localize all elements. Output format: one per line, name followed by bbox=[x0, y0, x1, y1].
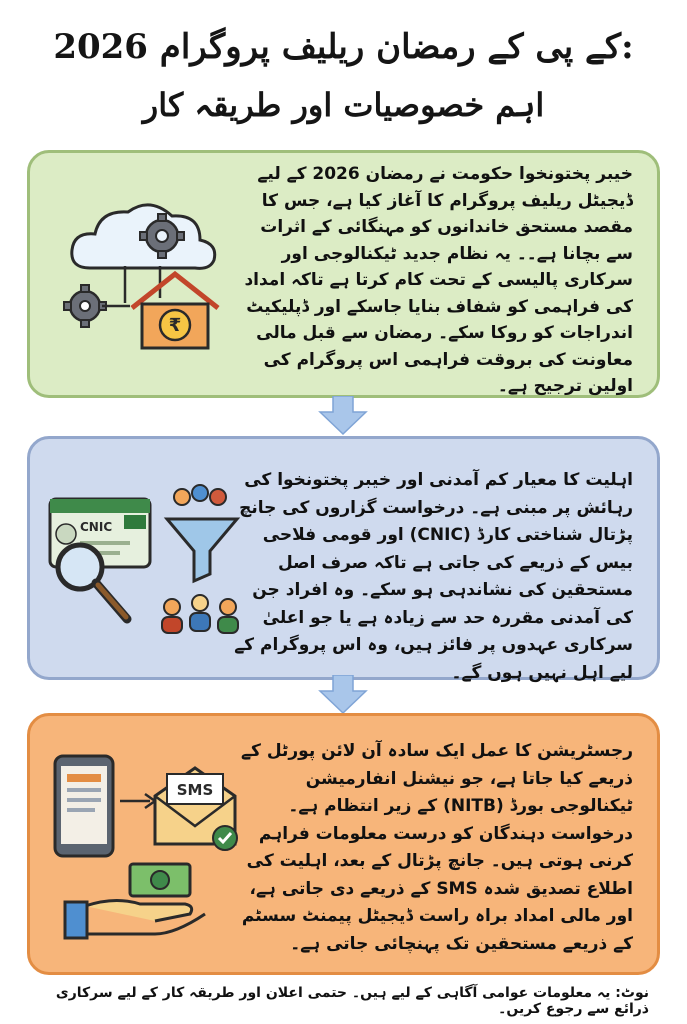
cnic-magnifier-funnel-people-icon bbox=[42, 479, 247, 644]
sms-label: SMS bbox=[176, 781, 214, 799]
svg-text:₹: ₹ bbox=[168, 315, 182, 336]
down-arrow-icon bbox=[318, 396, 368, 436]
page-title: کے پی کے رمضان ریلیف پروگرام 2026: bbox=[53, 27, 634, 67]
section-text: خیبر پختونخوا حکومت نے رمضان 2026 کے لیے ڈیجیٹل ریلیف پروگرام کا آغاز کیا ہے، جس کا مقصد مستحق خاندانوں کو مہنگائی کے اثرات سے بچانا ہے۔۔ یہ نظام جدید ٹیکنالوجی اور سرکاری پالیسی کے تحت کام کرتا ہے تاکہ امداد کی فراہمی کو شفاف بنایا جاسکے اور ڈپلیکیٹ اندراجات کو روکا سکے۔ رمضان سے قبل مالی معاونت کی بروقت فراہمی اس پروگرام کی اولین ترجیح ہے۔ bbox=[244, 164, 633, 396]
page-subtitle: اہم خصوصیات اور طریقہ کار bbox=[142, 86, 545, 124]
cloud-gear-house-rupee-icon bbox=[50, 188, 235, 353]
section-text: اہلیت کا معیار کم آمدنی اور خیبر پختونخوا کی رہائش پر مبنی ہے۔ درخواست گزاروں کی جانچ پڑتال شناختی کارڈ (CNIC) اور قومی فلاحی بیس کے ذریعے کی جاتی ہے تاکہ صرف اصل مستحقین کی نشاندہی ہو سکے۔ وہ افراد جن کی آمدنی مقررہ حد سے زیادہ ہے یا جو اعلیٰ سرکاری عہدوں پر فائز ہیں، وہ اس پروگرام کے لیے اہل نہیں ہوں گے۔ bbox=[234, 470, 633, 683]
phone-sms-cash-hand-icon bbox=[45, 746, 245, 946]
footer-note: نوٹ: یہ معلومات عوامی آگاہی کے لیے ہیں۔ حتمی اعلان اور طریقہ کار کے لیے سرکاری ذرائع سے رجوع کریں۔ bbox=[55, 985, 649, 1017]
down-arrow-icon bbox=[318, 675, 368, 715]
cnic-label: CNIC bbox=[80, 520, 113, 534]
section-card-eligibility bbox=[27, 436, 660, 683]
section-card-program-intro bbox=[27, 150, 660, 398]
section-text: رجسٹریشن کا عمل ایک سادہ آن لائن پورٹل کے ذریعے کیا جاتا ہے، جو نیشنل انفارمیشن ٹیکنالوجی بورڈ (NITB) کے زیر انتظام ہے۔ درخواست دہندگان کو درست معلومات فراہم کرنی ہوتی ہیں۔ جانچ پڑتال کے بعد، اہلیت کی اطلاع تصدیق شدہ SMS کے ذریعے دی جاتی ہے، اور مالی امداد براہ راست ڈیجیٹل پیمنٹ سسٹم کے ذریعے مستحقین تک پہنچائی جاتی ہے۔ bbox=[241, 741, 633, 954]
section-card-registration bbox=[27, 713, 660, 975]
